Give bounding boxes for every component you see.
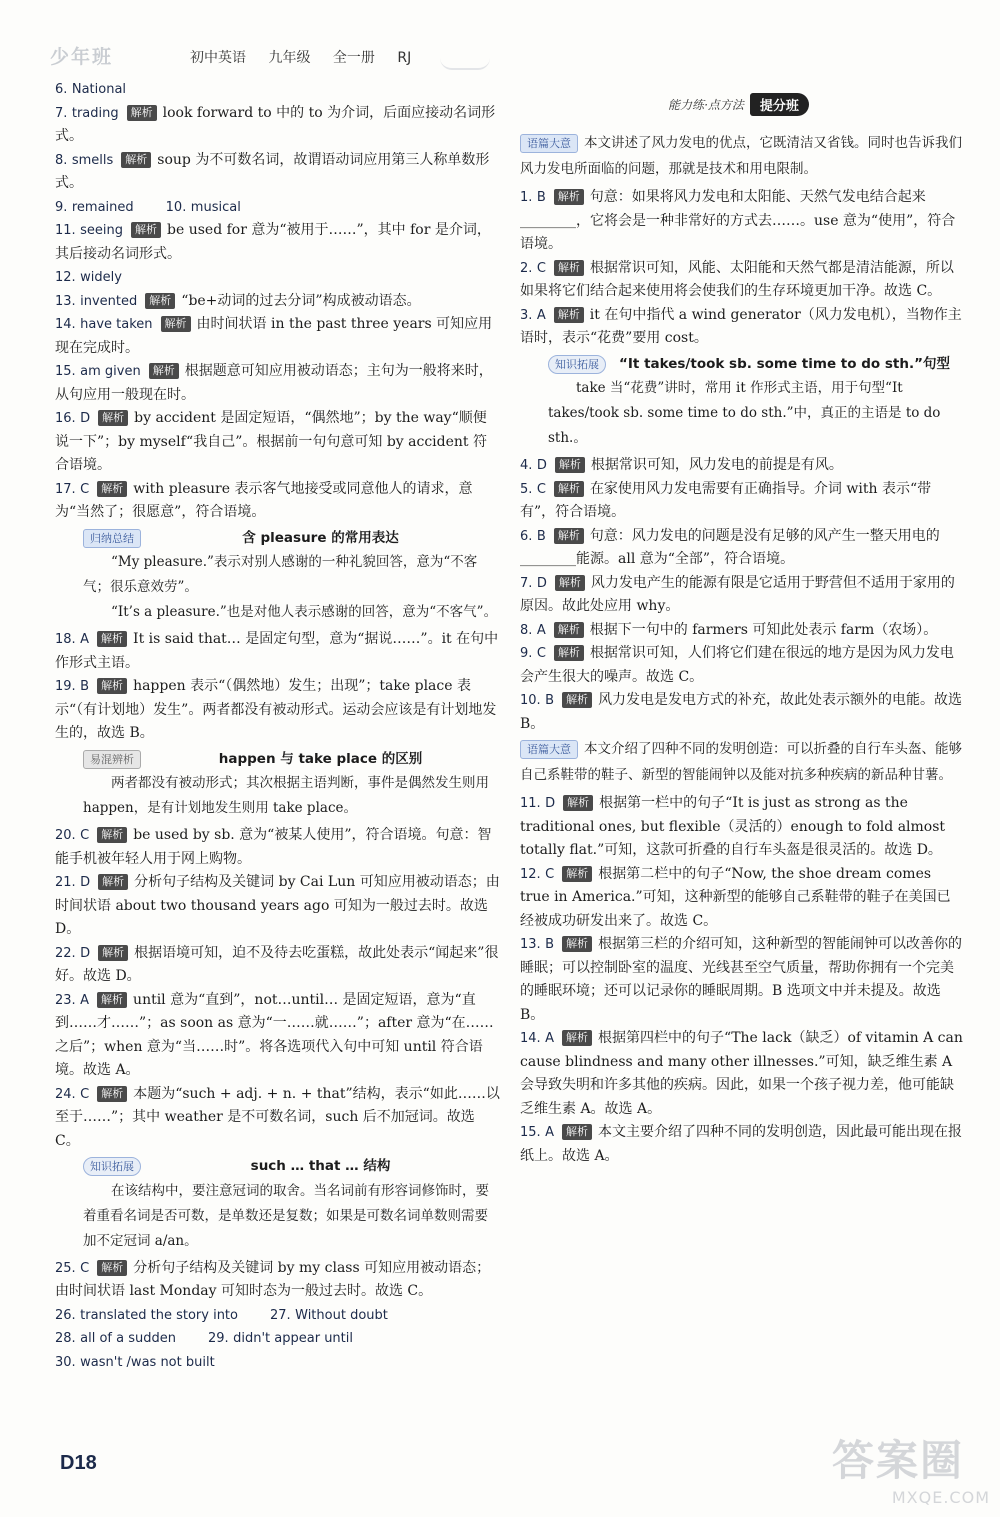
item-answer: C bbox=[80, 1086, 90, 1102]
analysis-tag: 解析 bbox=[97, 992, 127, 1008]
box-title: 含 pleasure 的常用表达 bbox=[242, 529, 399, 546]
item-number: 19. bbox=[55, 679, 76, 694]
box-paragraph: 在该结构中，要注意冠词的取舍。当名词前有形容词修饰时，要着重看名词是否可数，是单数还是复数；如果是可数名词单数则需要加不定冠词 a/an。 bbox=[83, 1182, 489, 1249]
item-answer: D bbox=[80, 411, 91, 426]
analysis-tag: 解析 bbox=[127, 105, 157, 121]
item-number: 29. bbox=[207, 1331, 229, 1346]
watermark bbox=[832, 1428, 990, 1510]
item-explanation: by accident 是固定短语，“偶然地”；by the way“顺便说一下”；by myself“我自己”。根据前一句句意可知 by accident 符合语境。 bbox=[55, 410, 487, 473]
item-answer: A bbox=[545, 1031, 555, 1046]
analysis-tag: 解析 bbox=[161, 316, 191, 332]
answer-item bbox=[55, 478, 500, 525]
item-number: 1. bbox=[520, 190, 533, 205]
item-number: 11. bbox=[520, 796, 541, 811]
summary-box-pleasure bbox=[83, 527, 500, 626]
answer-item bbox=[520, 642, 963, 689]
page-number: D18 bbox=[60, 1452, 97, 1474]
item-answer: A bbox=[80, 632, 90, 647]
item-answer: C bbox=[80, 1260, 90, 1276]
item-explanation: happen 表示“（偶然地）发生；出现”；take place 表示“（有计划地）发生”。两者都没有被动形式。运动会应该是有计划地发生的，故选 B。 bbox=[55, 678, 497, 741]
answer-item bbox=[520, 478, 963, 525]
section-logo-text: 能力练·点方法 bbox=[668, 98, 744, 112]
item-explanation: 根据第二栏中的句子“Now, the shoe dream comes true in America.”可知，这种新型的能够自己系鞋带的鞋子在美国已经被成功研发出来了。故选 C。 bbox=[520, 865, 951, 929]
box-title: such … that … 结构 bbox=[250, 1158, 391, 1174]
analysis-tag: 解析 bbox=[562, 936, 592, 952]
item-number: 8. bbox=[520, 622, 533, 638]
item-explanation: 根据题意可知应用被动语态；主句为一般将来时，从句应用一般现在时。 bbox=[55, 363, 493, 403]
item-number: 6. bbox=[520, 528, 533, 544]
analysis-tag: 解析 bbox=[121, 152, 151, 168]
item-answer: remained bbox=[71, 199, 134, 215]
item-answer: A bbox=[536, 622, 546, 638]
box-body bbox=[548, 376, 963, 451]
item-number: 11. bbox=[55, 223, 76, 238]
item-number: 3. bbox=[520, 307, 533, 323]
item-number: 13. bbox=[520, 937, 541, 952]
answer-item bbox=[55, 1083, 500, 1154]
item-number: 30. bbox=[55, 1354, 76, 1370]
item-answer: C bbox=[536, 260, 546, 276]
answer-item bbox=[55, 407, 500, 478]
item-number: 6. bbox=[55, 82, 68, 97]
item-number: 7. bbox=[55, 105, 68, 121]
item-explanation: It is said that… 是固定句型，意为“据说……”。it 在句中作形式主语。 bbox=[55, 631, 499, 671]
analysis-tag: 解析 bbox=[97, 631, 127, 647]
passage-summary-1 bbox=[520, 130, 963, 182]
item-answer: translated the story into bbox=[80, 1307, 238, 1323]
answer-item bbox=[520, 619, 963, 643]
item-explanation: 根据下一句中的 farmers 可知此处表示 farm（农场）。 bbox=[589, 621, 938, 638]
box-badge: 归纳总结 bbox=[83, 529, 141, 548]
item-answer: have taken bbox=[80, 317, 153, 332]
item-number: 2. bbox=[520, 260, 533, 276]
analysis-tag: 解析 bbox=[98, 945, 128, 961]
item-answer: C bbox=[545, 866, 555, 882]
item-number: 5. bbox=[520, 481, 533, 497]
item-number: 25. bbox=[55, 1260, 76, 1276]
answer-item bbox=[55, 1327, 500, 1351]
item-answer: smells bbox=[71, 152, 114, 168]
item-answer: C bbox=[536, 481, 546, 497]
item-number: 9. bbox=[520, 646, 533, 661]
answer-item bbox=[520, 454, 963, 478]
analysis-tag: 解析 bbox=[554, 307, 584, 323]
answer-item bbox=[55, 675, 500, 746]
answer-item bbox=[55, 824, 500, 871]
item-answer: didn't appear until bbox=[233, 1331, 353, 1346]
item-explanation: 本题为“such + adj. + n. + that”结构，表示“如此……以至于……”；其中 weather 是不可数名词，such 后不加冠词。故选 C。 bbox=[55, 1085, 500, 1149]
item-explanation: 句意：如果将风力发电和太阳能、天然气发电结合起来________，它将会是一种非常好的方式去……。use 意为“使用”，符合语境。 bbox=[520, 189, 956, 252]
item-number: 16. bbox=[55, 411, 76, 426]
item-number: 14. bbox=[520, 1031, 541, 1046]
answer-item bbox=[55, 871, 500, 942]
item-explanation: soup 为不可数名词，故谓语动词应用第三人称单数形式。 bbox=[55, 151, 490, 191]
summary-badge: 语篇大意 bbox=[520, 740, 578, 759]
item-explanation: 根据常识可知，风力发电的前提是有风。 bbox=[590, 457, 843, 473]
answer-item bbox=[55, 78, 500, 102]
box-paragraph: “My pleasure.”表示对别人感谢的一种礼貌回答，意为“不客气；很乐意效劳”。 bbox=[83, 554, 478, 595]
item-number: 8. bbox=[55, 152, 68, 168]
analysis-tag: 解析 bbox=[97, 1086, 127, 1102]
page-header bbox=[0, 0, 1000, 80]
analysis-tag: 解析 bbox=[97, 481, 127, 497]
item-number: 23. bbox=[55, 992, 76, 1008]
box-badge: 易混辨析 bbox=[83, 750, 141, 769]
box-body bbox=[83, 1179, 500, 1254]
answer-item bbox=[55, 1304, 500, 1328]
item-answer: B bbox=[545, 937, 555, 952]
answer-item bbox=[55, 313, 500, 360]
answer-item bbox=[520, 257, 963, 304]
item-answer: D bbox=[536, 575, 547, 591]
analysis-tag: 解析 bbox=[563, 795, 593, 811]
item-explanation: “be+动词的过去分词”构成被动语态。 bbox=[181, 292, 421, 309]
header-decoration bbox=[440, 52, 490, 70]
section-logo-badge: 提分班 bbox=[750, 93, 809, 116]
answer-item bbox=[55, 219, 500, 266]
item-explanation: 由时间状语 in the past three years 可知应用现在完成时。 bbox=[55, 316, 493, 356]
item-number: 28. bbox=[55, 1331, 76, 1346]
item-answer: invented bbox=[80, 293, 138, 309]
box-paragraph: 两者都没有被动形式；其次根据主语判断，事件是偶然发生则用 happen，是有计划地发生则用 take place。 bbox=[83, 775, 489, 816]
item-answer: C bbox=[80, 481, 90, 497]
item-number: 7. bbox=[520, 575, 533, 591]
answer-item bbox=[520, 792, 963, 863]
summary-text: 本文介绍了四种不同的发明创造：可以折叠的自行车头盔、能够自己系鞋带的鞋子、新型的智能闹钟以及能对抗多种疾病的新品种甘薯。 bbox=[520, 741, 962, 783]
item-explanation: until 意为“直到”，not…until… 是固定短语，意为“直到……才……”；as soon as 意为“一……就……”；after 意为“在……之后”；when 意为“当……时”。将各选项代入句中可知 until 符合语境。故选 A。 bbox=[55, 991, 494, 1078]
analysis-tag: 解析 bbox=[98, 410, 128, 426]
item-answer: musical bbox=[190, 199, 241, 215]
analysis-tag: 解析 bbox=[555, 457, 585, 473]
answer-item bbox=[55, 149, 500, 196]
summary-text: 本文讲述了风力发电的优点，它既清洁又省钱。同时也告诉我们风力发电所面临的问题，那就是技术和用电限制。 bbox=[520, 135, 962, 177]
item-number: 12. bbox=[55, 270, 76, 285]
item-answer: seeing bbox=[80, 223, 124, 238]
item-number: 22. bbox=[55, 945, 76, 961]
item-explanation: 根据第一栏中的句子“It is just as strong as the traditional ones, but flexible（灵活的）enough to fold almost totally flat.”可知，这款可折叠的自行车头盔是很灵活的。故选 D。 bbox=[520, 795, 946, 858]
knowledge-box-it-takes bbox=[548, 353, 963, 452]
item-explanation: 分析句子结构及关键词 by Cai Lun 可知应用被动语态；由时间状语 about two thousand years ago 可知为一般过去时。故选 D。 bbox=[55, 874, 500, 937]
item-number: 12. bbox=[520, 866, 541, 882]
knowledge-box-such-that bbox=[83, 1155, 500, 1254]
section-logo bbox=[668, 93, 809, 116]
answer-item bbox=[520, 1027, 963, 1121]
item-answer: C bbox=[80, 828, 90, 843]
item-explanation: 根据第四栏中的句子“The lack（缺乏）of vitamin A can cause blindness and many other illnesses.”可知，缺乏维生素 A 会导致失明和许多其他的疾病。因此，如果一个孩子视力差，他可能缺乏维生素 A。故选 A。 bbox=[520, 1030, 963, 1117]
volume: 全一册 bbox=[332, 50, 375, 66]
item-number: 17. bbox=[55, 481, 76, 497]
answer-item bbox=[55, 942, 500, 989]
item-explanation: 风力发电产生的能源有限是它适用于野营但不适用于家用的原因。故此处应用 why。 bbox=[520, 574, 955, 614]
item-number: 15. bbox=[520, 1125, 541, 1140]
analysis-tag: 解析 bbox=[97, 1260, 127, 1276]
right-column bbox=[520, 130, 963, 1168]
item-number: 18. bbox=[55, 632, 76, 647]
analysis-tag: 解析 bbox=[554, 645, 584, 661]
analysis-tag: 解析 bbox=[555, 575, 585, 591]
watermark-logo: 答案圈 bbox=[832, 1436, 965, 1485]
left-column bbox=[55, 78, 500, 1374]
item-answer: B bbox=[536, 190, 546, 205]
item-explanation: 根据语境可知，迫不及待去吃蛋糕，故此处表示“闻起来”很好。故选 D。 bbox=[55, 944, 499, 984]
item-number: 15. bbox=[55, 364, 76, 379]
item-answer: B bbox=[80, 679, 90, 694]
item-answer: trading bbox=[71, 105, 119, 121]
item-number: 14. bbox=[55, 317, 76, 332]
answer-item bbox=[55, 628, 500, 675]
item-explanation: 在家使用风力发电需要有正确指导。介词 with 表示“带有”，符合语境。 bbox=[520, 480, 932, 520]
item-answer: D bbox=[536, 458, 547, 473]
item-answer: widely bbox=[80, 270, 122, 285]
analysis-tag: 解析 bbox=[97, 827, 127, 843]
answer-item bbox=[55, 989, 500, 1083]
item-answer: C bbox=[536, 646, 546, 661]
answer-item bbox=[520, 186, 963, 257]
item-explanation: 根据常识可知，风能、太阳能和天然气都是清洁能源，所以如果将它们结合起来使用将会使我们的生存环境更加干净。故选 C。 bbox=[520, 259, 954, 299]
item-answer: D bbox=[80, 945, 91, 961]
analysis-tag: 解析 bbox=[554, 189, 584, 205]
box-body bbox=[83, 771, 500, 821]
grade: 九年级 bbox=[268, 50, 311, 66]
watermark-url: MXQE.COM bbox=[891, 1488, 990, 1507]
item-explanation: 根据常识可知，人们将它们建在很远的地方是因为风力发电会产生很大的噪声。故选 C。 bbox=[520, 645, 954, 685]
answer-item bbox=[55, 1257, 500, 1304]
answer-item bbox=[520, 572, 963, 619]
analysis-tag: 解析 bbox=[98, 874, 128, 890]
item-answer: B bbox=[545, 693, 555, 708]
item-number: 13. bbox=[55, 293, 76, 309]
box-title: “It takes/took sb. some time to do sth.”句型 bbox=[619, 355, 950, 372]
item-explanation: with pleasure 表示客气地接受或同意他人的请求，意为“当然了；很愿意”，符合语境。 bbox=[55, 480, 473, 520]
item-answer: am given bbox=[80, 364, 141, 379]
item-explanation: 句意：风力发电的问题是没有足够的风产生一整天用电的________能源。all 意为“全部”，符合语境。 bbox=[520, 527, 940, 567]
item-number: 26. bbox=[55, 1307, 76, 1323]
item-number: 24. bbox=[55, 1086, 76, 1102]
item-number: 10. bbox=[165, 199, 187, 215]
answer-item bbox=[520, 304, 963, 351]
edition: RJ bbox=[397, 50, 412, 66]
answer-item bbox=[55, 196, 500, 220]
answer-item bbox=[55, 102, 500, 149]
analysis-tag: 解析 bbox=[562, 692, 592, 708]
answer-item bbox=[55, 1351, 500, 1375]
item-explanation: it 在句中指代 a wind generator（风力发电机），当物作主语时，表示“花费”要用 cost。 bbox=[520, 306, 962, 346]
analysis-tag: 解析 bbox=[562, 866, 592, 882]
item-number: 9. bbox=[55, 199, 68, 215]
item-answer: National bbox=[71, 82, 127, 97]
item-explanation: 风力发电是发电方式的补充，故此处表示额外的电能。故选 B。 bbox=[520, 692, 963, 732]
item-explanation: 根据第三栏的介绍可知，这种新型的智能闹钟可以改善你的睡眠；可以控制卧室的温度、光线甚至空气质量，帮助你拥有一个完美的睡眠环境；还可以记录你的睡眠周期。B 选项文中并未提及。故选 B。 bbox=[520, 936, 963, 1023]
answer-item bbox=[520, 933, 963, 1027]
item-explanation: look forward to 中的 to 为介词，后面应接动名词形式。 bbox=[55, 104, 496, 144]
analysis-tag: 解析 bbox=[145, 293, 175, 309]
series-logo: 少年班 bbox=[50, 46, 114, 68]
book-info bbox=[190, 47, 429, 67]
comparison-box-happen bbox=[83, 748, 500, 822]
answer-item bbox=[520, 525, 963, 572]
item-answer: A bbox=[536, 307, 546, 323]
answer-item bbox=[520, 863, 963, 934]
item-explanation: 分析句子结构及关键词 by my class 可知应用被动语态；由时间状语 last Monday 可知时态为一般过去时。故选 C。 bbox=[55, 1259, 491, 1299]
summary-badge: 语篇大意 bbox=[520, 134, 578, 153]
item-answer: Without doubt bbox=[295, 1307, 388, 1323]
item-number: 20. bbox=[55, 828, 76, 843]
answer-item bbox=[55, 360, 500, 407]
analysis-tag: 解析 bbox=[554, 528, 584, 544]
item-number: 21. bbox=[55, 875, 76, 890]
item-answer: A bbox=[80, 992, 90, 1008]
item-answer: D bbox=[545, 796, 556, 811]
item-answer: A bbox=[545, 1125, 555, 1140]
box-paragraph: take 当“花费”讲时，常用 it 作形式主语，用于句型“It takes/took sb. some time to do sth.”中，真正的主语是 to do sth.。 bbox=[548, 380, 941, 446]
item-number: 4. bbox=[520, 458, 533, 473]
item-answer: D bbox=[80, 875, 91, 890]
box-badge: 知识拓展 bbox=[548, 355, 606, 374]
analysis-tag: 解析 bbox=[149, 363, 179, 379]
item-number: 27. bbox=[269, 1307, 291, 1323]
subject: 初中英语 bbox=[190, 50, 246, 66]
box-body bbox=[83, 550, 500, 625]
passage-summary-2 bbox=[520, 736, 963, 788]
analysis-tag: 解析 bbox=[554, 622, 584, 638]
analysis-tag: 解析 bbox=[131, 222, 161, 238]
answer-item bbox=[55, 266, 500, 290]
answer-item bbox=[55, 290, 500, 314]
item-answer: B bbox=[536, 528, 546, 544]
box-badge: 知识拓展 bbox=[83, 1157, 141, 1176]
answer-item bbox=[520, 689, 963, 736]
box-title: happen 与 take place 的区别 bbox=[218, 750, 423, 767]
item-explanation: be used by sb. 意为“被某人使用”，符合语境。句意：智能手机被年轻人用于网上购物。 bbox=[55, 827, 492, 867]
item-answer: wasn't /was not built bbox=[80, 1354, 215, 1370]
item-explanation: be used for 意为“被用于……”，其中 for 是介词，其后接动名词形式。 bbox=[55, 222, 491, 262]
analysis-tag: 解析 bbox=[554, 260, 584, 276]
box-paragraph: “It’s a pleasure.”也是对他人表示感谢的回答，意为“不客气”。 bbox=[111, 604, 498, 620]
analysis-tag: 解析 bbox=[562, 1124, 592, 1140]
item-answer: all of a sudden bbox=[80, 1331, 176, 1346]
answer-item bbox=[520, 1121, 963, 1168]
analysis-tag: 解析 bbox=[562, 1030, 592, 1046]
analysis-tag: 解析 bbox=[554, 481, 584, 497]
analysis-tag: 解析 bbox=[97, 678, 127, 694]
item-number: 10. bbox=[520, 693, 541, 708]
item-explanation: 本文主要介绍了四种不同的发明创造，因此最可能出现在报纸上。故选 A。 bbox=[520, 1124, 963, 1164]
